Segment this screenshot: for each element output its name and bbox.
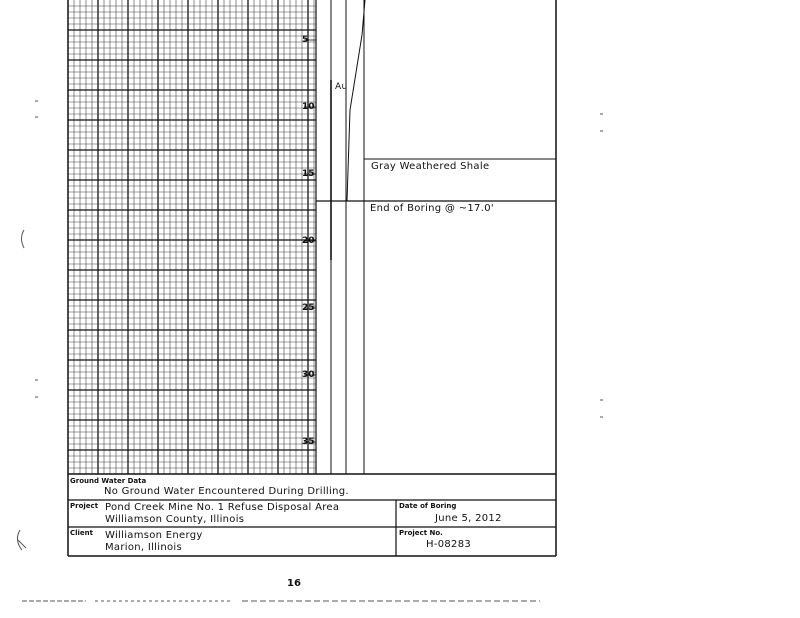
client-label: Client xyxy=(70,529,94,537)
depth-label-20: 20 xyxy=(302,236,315,246)
project-line-1: Pond Creek Mine No. 1 Refuse Disposal Area xyxy=(105,502,340,513)
page-number: 16 xyxy=(287,578,301,589)
project-line-2: Williamson County, Illinois xyxy=(105,514,245,525)
project-no-value: H-08283 xyxy=(426,539,472,550)
stratum-description-end-of-boring: End of Boring @ ~17.0' xyxy=(370,203,494,214)
project-no-label: Project No. xyxy=(399,529,443,537)
depth-label-10: 10 xyxy=(302,102,315,112)
client-line-2: Marion, Illinois xyxy=(105,542,182,553)
depth-label-35: 35 xyxy=(302,437,315,447)
sample-label: Au xyxy=(335,82,348,92)
depth-label-30: 30 xyxy=(302,370,315,380)
log-frame-lines xyxy=(68,0,556,556)
date-of-boring-value: June 5, 2012 xyxy=(435,513,502,524)
depth-label-15: 15 xyxy=(302,169,315,179)
date-of-boring-label: Date of Boring xyxy=(399,502,457,510)
ground-water-title: Ground Water Data xyxy=(70,477,147,485)
graph-paper-grid xyxy=(68,0,316,474)
client-line-1: Williamson Energy xyxy=(105,530,203,541)
ground-water-text: No Ground Water Encountered During Drilling. xyxy=(104,486,349,497)
depth-label-5: 5 xyxy=(302,35,309,45)
stratum-description-shale: Gray Weathered Shale xyxy=(371,161,490,172)
project-label: Project xyxy=(70,502,99,510)
depth-label-25: 25 xyxy=(302,303,315,313)
